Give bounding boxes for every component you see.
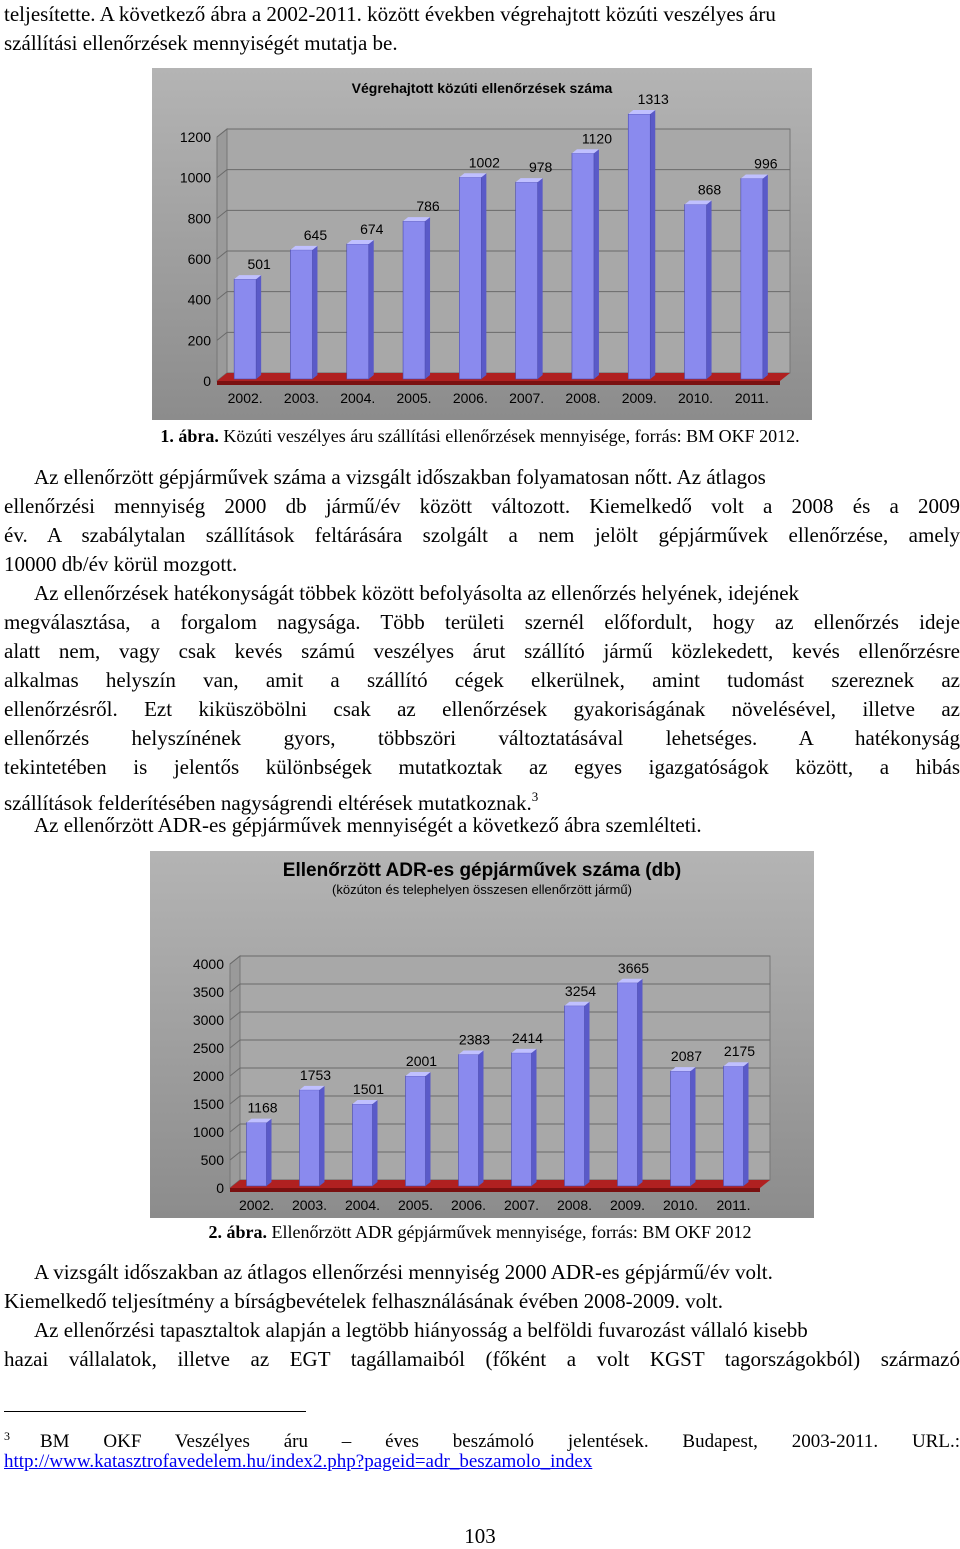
bar: [685, 205, 707, 379]
x-tick-label: 2007.: [503, 1197, 540, 1213]
bar-side: [594, 149, 599, 379]
bar-side: [763, 174, 768, 379]
data-label: 2383: [458, 1031, 491, 1048]
paragraph-line: Az ellenőrzések hatékonyságát többek között befolyásolta az ellenőrzés helyének, idejének: [34, 581, 800, 605]
y-tick-label: 1000: [179, 169, 211, 186]
y-tick-label: 2000: [192, 1068, 224, 1084]
bar-side: [481, 173, 486, 379]
y-tick-label: 200: [187, 332, 211, 349]
x-tick-label: 2005.: [396, 390, 432, 406]
y-tick-label: 3000: [192, 1012, 224, 1028]
paragraph-line: Az ellenőrzött gépjárművek száma a vizsgált időszakban folyamatosan nőtt. Az átlagos: [34, 465, 766, 489]
paragraph-line: hazai vállalatok, illetve az EGT tagállamaiból (főként a volt KGST tagországokból) származó: [4, 1347, 960, 1371]
bar: [290, 250, 312, 379]
bar: [671, 1071, 691, 1186]
bar-side: [532, 1049, 537, 1186]
paragraph-line: Az ellenőrzött ADR-es gépjárművek mennyiségét a következő ábra szemlélteti.: [34, 813, 702, 837]
y-tick-label: 1200: [179, 129, 211, 145]
x-tick-label: 2011.: [734, 390, 769, 406]
data-label: 1120: [581, 130, 613, 147]
figure-2-caption: [0, 1220, 960, 1244]
bar-side: [369, 240, 374, 379]
data-label: 1002: [468, 154, 500, 171]
bar: [300, 1090, 320, 1186]
bar-side: [650, 110, 655, 379]
footnote-separator: [4, 1411, 306, 1412]
bar-side: [425, 217, 430, 379]
x-tick-label: 2003.: [291, 1197, 328, 1213]
chart-svg: [152, 68, 812, 420]
plot-floor-edge: [217, 381, 780, 385]
x-tick-label: 2004.: [344, 1197, 381, 1213]
data-label: 2087: [670, 1048, 703, 1065]
bar-side: [707, 201, 712, 379]
x-tick-label: 2006.: [450, 1197, 487, 1213]
bar-side: [585, 1002, 590, 1186]
figure-2-caption-text: Ellenőrzött ADR gépjárművek mennyisége, forrás: BM OKF 2012: [267, 1222, 752, 1242]
chart-adr-vehicles: [150, 851, 814, 1218]
figure-2-number: 2. ábra.: [208, 1222, 268, 1242]
paragraph-line: tekintetében is jelentős különbségek mutatkoztak az egyes igazgatóságok között, a hibás: [4, 755, 960, 779]
bar-side: [638, 979, 643, 1186]
bar: [724, 1066, 744, 1186]
y-tick-label: 1500: [192, 1096, 224, 1112]
x-tick-label: 2004.: [340, 390, 376, 406]
data-label: 2001: [405, 1052, 438, 1069]
x-tick-label: 2006.: [452, 390, 488, 406]
bar-side: [479, 1051, 484, 1186]
bar: [628, 114, 650, 379]
x-tick-label: 2008.: [565, 390, 601, 406]
figure-1-number: 1. ábra.: [160, 426, 219, 446]
y-tick-label: 2500: [192, 1040, 224, 1056]
figure-1-caption: [0, 424, 960, 448]
data-label: 868: [697, 181, 722, 198]
x-tick-label: 2010.: [662, 1197, 699, 1213]
x-tick-label: 2002.: [227, 390, 263, 406]
bar-side: [267, 1119, 272, 1186]
data-label: 978: [528, 159, 553, 176]
data-label: 645: [303, 226, 328, 243]
paragraph-line: Kiemelkedő teljesítmény a bírságbevételek felhasználásának évében 2008-2009. volt.: [4, 1289, 723, 1313]
footnote-link-line: [4, 1449, 960, 1474]
footnote-text: BM OKF Veszélyes áru – éves beszámoló jelentések. Budapest, 2003-2011. URL.:: [40, 1431, 960, 1452]
bar-side: [691, 1067, 696, 1186]
paragraph-line: ellenőrzés helyszínének gyors, többszöri változtatásával lehetséges. A hatékonyság: [4, 726, 960, 750]
bar: [565, 1006, 585, 1186]
data-label: 1313: [637, 91, 669, 108]
paragraph-line: A vizsgált időszakban az átlagos ellenőrzési mennyiség 2000 ADR-es gépjármű/év volt.: [34, 1260, 773, 1284]
bar-side: [538, 178, 543, 379]
figure-1-caption-text: Közúti veszélyes áru szállítási ellenőrzések mennyisége, forrás: BM OKF 2012.: [218, 426, 800, 446]
bar-side: [373, 1100, 378, 1186]
bar-side: [320, 1086, 325, 1186]
paragraph-line: Az ellenőrzési tapasztaltok alapján a legtöbb hiányosság a belföldi fuvarozást vállaló kisebb: [34, 1318, 808, 1342]
y-tick-label: 800: [187, 210, 211, 227]
x-tick-label: 2003.: [283, 390, 319, 406]
bar: [516, 182, 538, 379]
y-tick-label: 3500: [192, 984, 224, 1000]
bar: [406, 1076, 426, 1186]
data-label: 3665: [617, 959, 650, 976]
paragraph-line: teljesítette. A következő ábra a 2002-2011. között években végrehajtott közúti veszélyes áru: [4, 2, 776, 26]
bar: [247, 1123, 267, 1186]
data-label: 2414: [511, 1029, 544, 1046]
data-label: 1501: [352, 1080, 385, 1097]
chart-inspections: [152, 68, 812, 420]
data-label: 3254: [564, 982, 597, 999]
x-tick-label: 2002.: [238, 1197, 275, 1213]
x-tick-label: 2007.: [509, 390, 545, 406]
paragraph-line: alkalmas helyszín van, amit a szállító cégek elkerülnek, amint tudomást szereznek az: [4, 668, 960, 692]
data-label: 996: [754, 155, 778, 172]
x-tick-label: 2008.: [556, 1197, 593, 1213]
x-tick-label: 2005.: [397, 1197, 434, 1213]
data-label: 1753: [299, 1066, 332, 1083]
y-tick-label: 0: [216, 1180, 224, 1196]
bar: [347, 244, 369, 379]
chart-title: Végrehajtott közúti ellenőrzések száma: [351, 80, 613, 96]
x-tick-label: 2009.: [621, 390, 657, 406]
chart-svg: [150, 851, 814, 1218]
x-tick-label: 2009.: [609, 1197, 646, 1213]
bar: [403, 221, 425, 379]
footnote-link[interactable]: http://www.katasztrofavedelem.hu/index2.php?pageid=adr_beszamolo_index: [4, 1451, 593, 1472]
bar: [512, 1053, 532, 1186]
data-label: 786: [416, 198, 440, 215]
bar-side: [426, 1072, 431, 1186]
bar: [459, 1055, 479, 1186]
footnote-mark: 3: [4, 1429, 10, 1443]
bar-side: [312, 246, 317, 379]
paragraph-line: 10000 db/év körül mozgott.: [4, 552, 238, 576]
data-label: 674: [360, 220, 384, 237]
chart-subtitle: (közúton és telephelyen összesen ellenőrzött jármű): [332, 882, 632, 897]
bar: [353, 1104, 373, 1186]
page-number: 103: [464, 1524, 496, 1548]
bar-side: [744, 1062, 749, 1186]
data-label: 501: [247, 256, 271, 273]
bar: [459, 177, 481, 379]
paragraph-line: ellenőrzésről. Ezt kiküszöbölni csak az ellenőrzések gyakoriságának növelésével, illetve az: [4, 697, 960, 721]
paragraph-text: szállítások felderítésében nagyságrendi eltérések mutatkoznak.: [4, 791, 532, 815]
paragraph-line: szállítási ellenőrzések mennyiségét mutatja be.: [4, 31, 398, 55]
bar: [572, 153, 594, 379]
bar: [234, 279, 256, 379]
y-tick-label: 4000: [192, 956, 224, 972]
plot-floor-edge: [230, 1188, 760, 1192]
y-tick-label: 400: [187, 291, 211, 308]
data-label: 2175: [723, 1043, 756, 1060]
y-tick-label: 600: [187, 251, 211, 267]
data-label: 1168: [247, 1099, 278, 1116]
x-tick-label: 2011.: [716, 1197, 751, 1213]
chart-title: Ellenőrzött ADR-es gépjárművek száma (db): [282, 860, 682, 881]
paragraph-line: ellenőrzési mennyiség 2000 db jármű/év között változott. Kiemelkedő volt a 2008 és a 2009: [4, 494, 960, 518]
y-tick-label: 0: [203, 373, 211, 389]
y-tick-label: 500: [200, 1152, 224, 1168]
bar-side: [256, 275, 261, 379]
bar: [618, 983, 638, 1186]
paragraph-line: év. A szabálytalan szállítások feltárására szolgált a nem jelölt gépjárművek ellenőrzése, amely: [4, 523, 960, 547]
footnote-reference: 3: [531, 789, 539, 804]
x-tick-label: 2010.: [678, 390, 714, 406]
bar: [741, 178, 763, 379]
paragraph-line: megválasztása, a forgalom nagysága. Több területi szernél előfordult, hogy az ellenőrzés ideje: [4, 610, 960, 634]
y-tick-label: 1000: [192, 1124, 224, 1140]
paragraph-line: alatt nem, vagy csak kevés számú veszélyes árut szállító jármű közlekedett, kevés ellenőrzésre: [4, 639, 960, 663]
